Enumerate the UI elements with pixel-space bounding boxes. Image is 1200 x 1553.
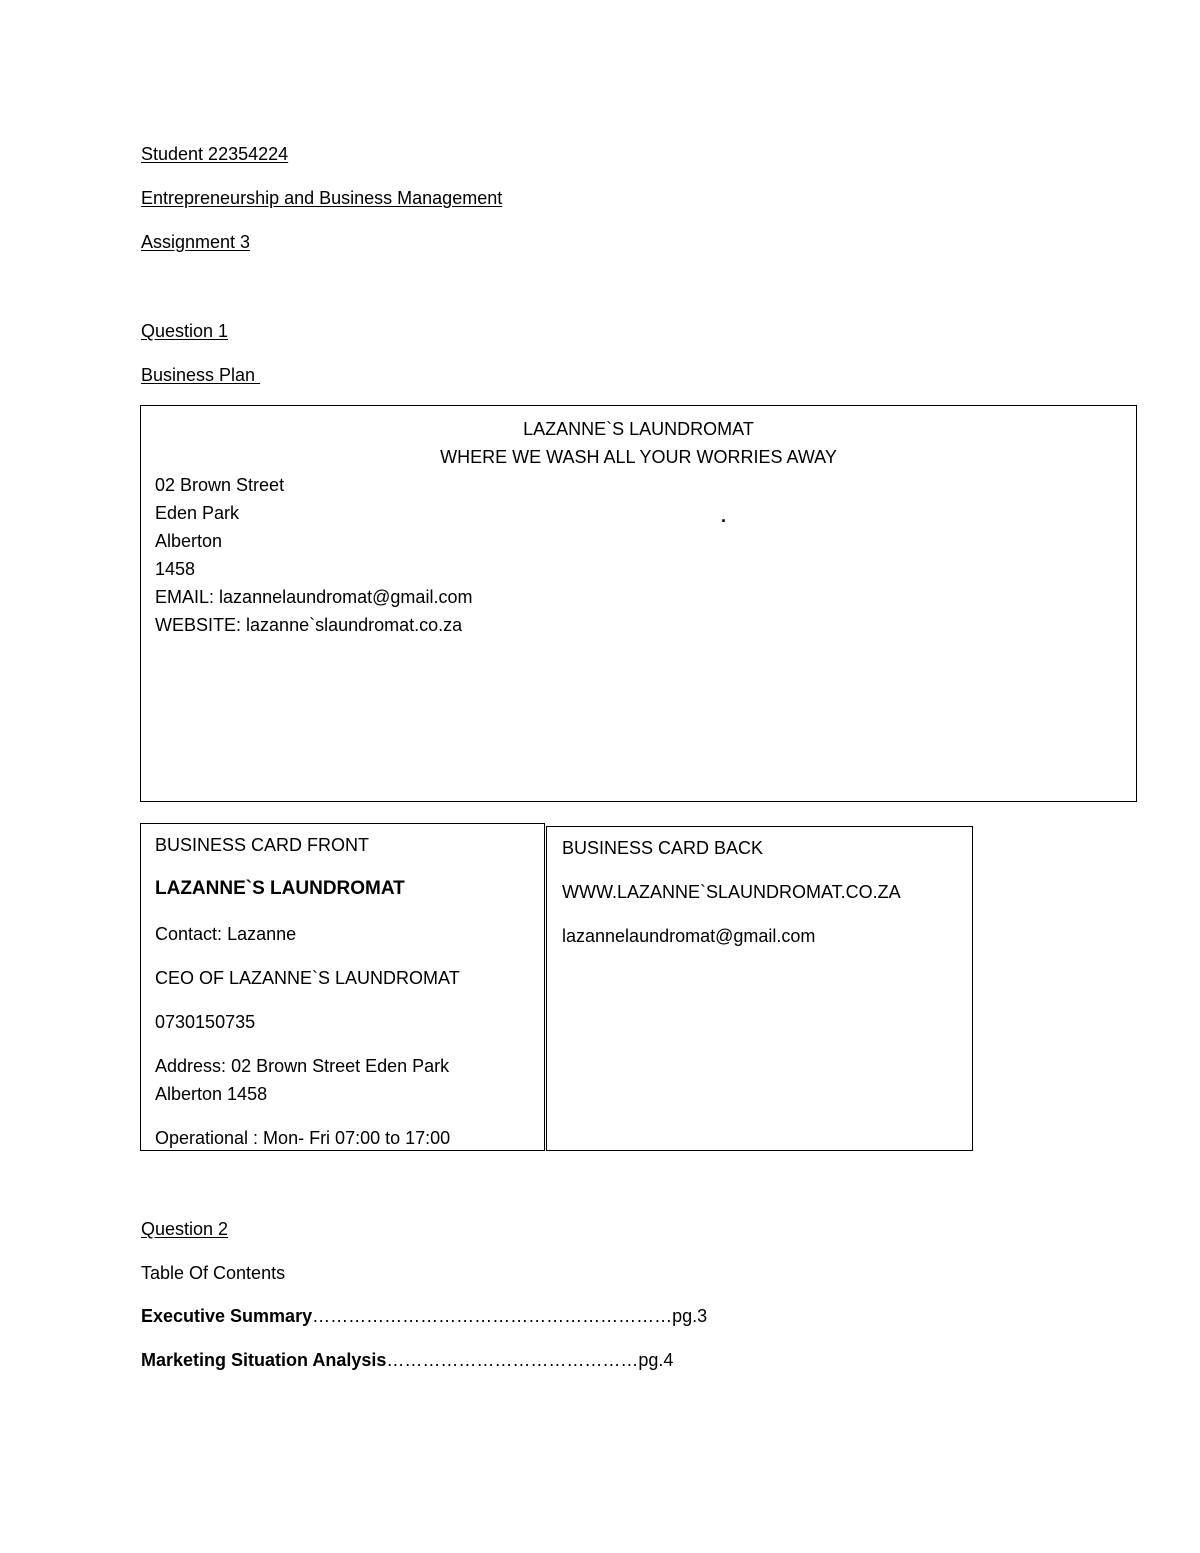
address-line1: 02 Brown Street Eden Park — [231, 1056, 450, 1076]
card-back-label: BUSINESS CARD BACK — [562, 838, 764, 858]
card-back-email: lazannelaundromat@gmail.com — [562, 926, 816, 946]
email-value: lazannelaundromat@gmail.com — [219, 587, 473, 607]
contact-name: Lazanne — [227, 924, 297, 944]
assignment-title: Assignment 3 — [141, 232, 251, 252]
toc-entry — [141, 1306, 707, 1327]
business-plan-heading: Business Plan — [141, 365, 261, 385]
card-front-phone: 0730150735 — [155, 1012, 256, 1032]
toc-entry-title: Executive Summary — [141, 1306, 313, 1326]
card-front-address — [155, 1056, 449, 1077]
card-front-company-name: LAZANNE`S LAUNDROMAT — [155, 878, 405, 899]
address-line: Eden Park — [155, 503, 240, 523]
toc-leader-dots: …………………………………………………… — [312, 1306, 673, 1326]
card-front-role: CEO OF LAZANNE`S LAUNDROMAT — [155, 968, 460, 988]
business-card-front — [140, 823, 545, 1151]
contact-label: Contact: — [155, 924, 223, 944]
toc-entry — [141, 1350, 673, 1371]
student-number: Student 22354224 — [141, 144, 289, 164]
address-label: Address: — [155, 1056, 227, 1076]
business-plan-box — [140, 405, 1137, 802]
company-name: LAZANNE`S LAUNDROMAT — [523, 419, 754, 439]
business-card-back — [546, 826, 973, 1151]
toc-entry-page: pg.4 — [638, 1350, 674, 1370]
course-title: Entrepreneurship and Business Management — [141, 188, 503, 208]
company-slogan: WHERE WE WASH ALL YOUR WORRIES AWAY — [440, 447, 837, 467]
card-front-label: BUSINESS CARD FRONT — [155, 835, 370, 855]
address-line: 02 Brown Street — [155, 475, 285, 495]
website-value: lazanne`slaundromat.co.za — [246, 615, 463, 635]
email-label: EMAIL: — [155, 587, 215, 607]
card-front-hours: Operational : Mon- Fri 07:00 to 17:00 — [155, 1128, 451, 1148]
address-line: 1458 — [155, 559, 196, 579]
stray-dot: . — [721, 506, 727, 526]
question2-heading: Question 2 — [141, 1219, 229, 1239]
card-front-address-line2: Alberton 1458 — [155, 1084, 268, 1104]
website-line — [155, 611, 472, 639]
toc-entry-title: Marketing Situation Analysis — [141, 1350, 387, 1370]
toc-title: Table Of Contents — [141, 1263, 286, 1283]
address-line: Alberton — [155, 531, 223, 551]
toc-leader-dots: …………………………………… — [386, 1350, 639, 1370]
question1-heading: Question 1 — [141, 321, 229, 341]
toc-entry-page: pg.3 — [672, 1306, 708, 1326]
card-front-contact — [155, 924, 296, 945]
card-back-website: WWW.LAZANNE`SLAUNDROMAT.CO.ZA — [562, 882, 901, 902]
email-line — [155, 583, 472, 611]
website-label: WEBSITE: — [155, 615, 242, 635]
